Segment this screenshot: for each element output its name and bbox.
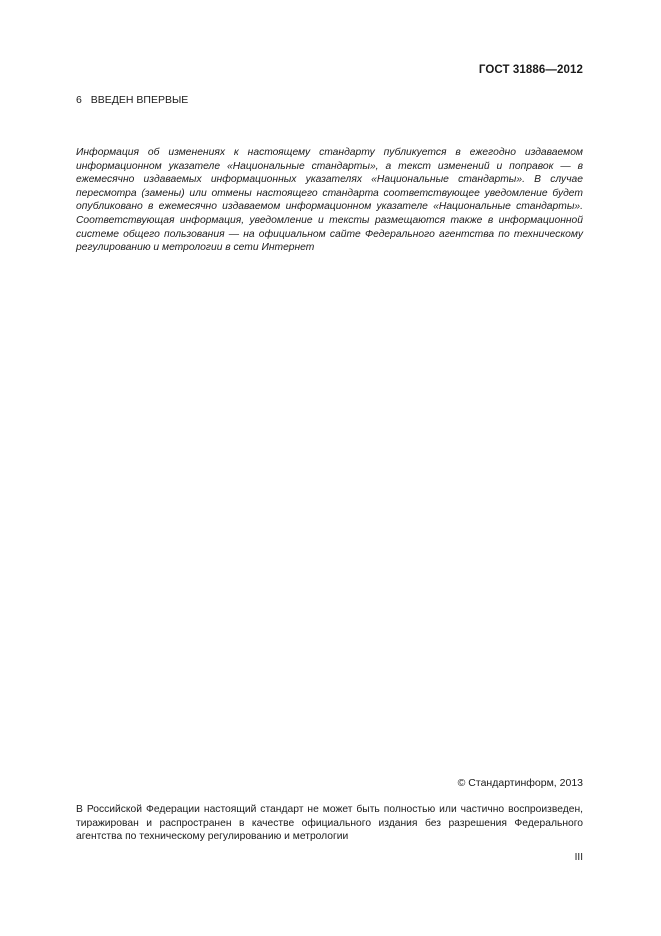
clause-number: 6 <box>76 94 82 106</box>
page-number: III <box>574 852 583 863</box>
clause-6 <box>76 94 188 106</box>
reproduction-restriction: В Российской Федерации настоящий стандарт не может быть полностью или частично воспроизведен, тиражирован и распространен в качестве официального издания без разрешения Федерального агентства по техническому регулированию и метрологии <box>76 804 583 843</box>
copyright-line: © Стандартинформ, 2013 <box>457 777 583 789</box>
amendments-notice: Информация об изменениях к настоящему стандарту публикуется в ежегодно издаваемом информационном указателе «Национальные стандарты», а текст изменений и поправок — в ежемесячно издаваемых информационных указателях «Национальные стандарты». В случае пересмотра (замены) или отмены настоящего стандарта соответствующее уведомление будет опубликовано в ежемесячно издаваемом информационном указателе «Национальные стандарты». Соответствующая информация, уведомление и тексты размещаются также в информационной системе общего пользования — на официальном сайте Федерального агентства по техническому регулированию и метрологии в сети Интернет <box>76 147 583 254</box>
document-code: ГОСТ 31886—2012 <box>478 64 583 76</box>
clause-text: ВВЕДЕН ВПЕРВЫЕ <box>90 94 189 106</box>
